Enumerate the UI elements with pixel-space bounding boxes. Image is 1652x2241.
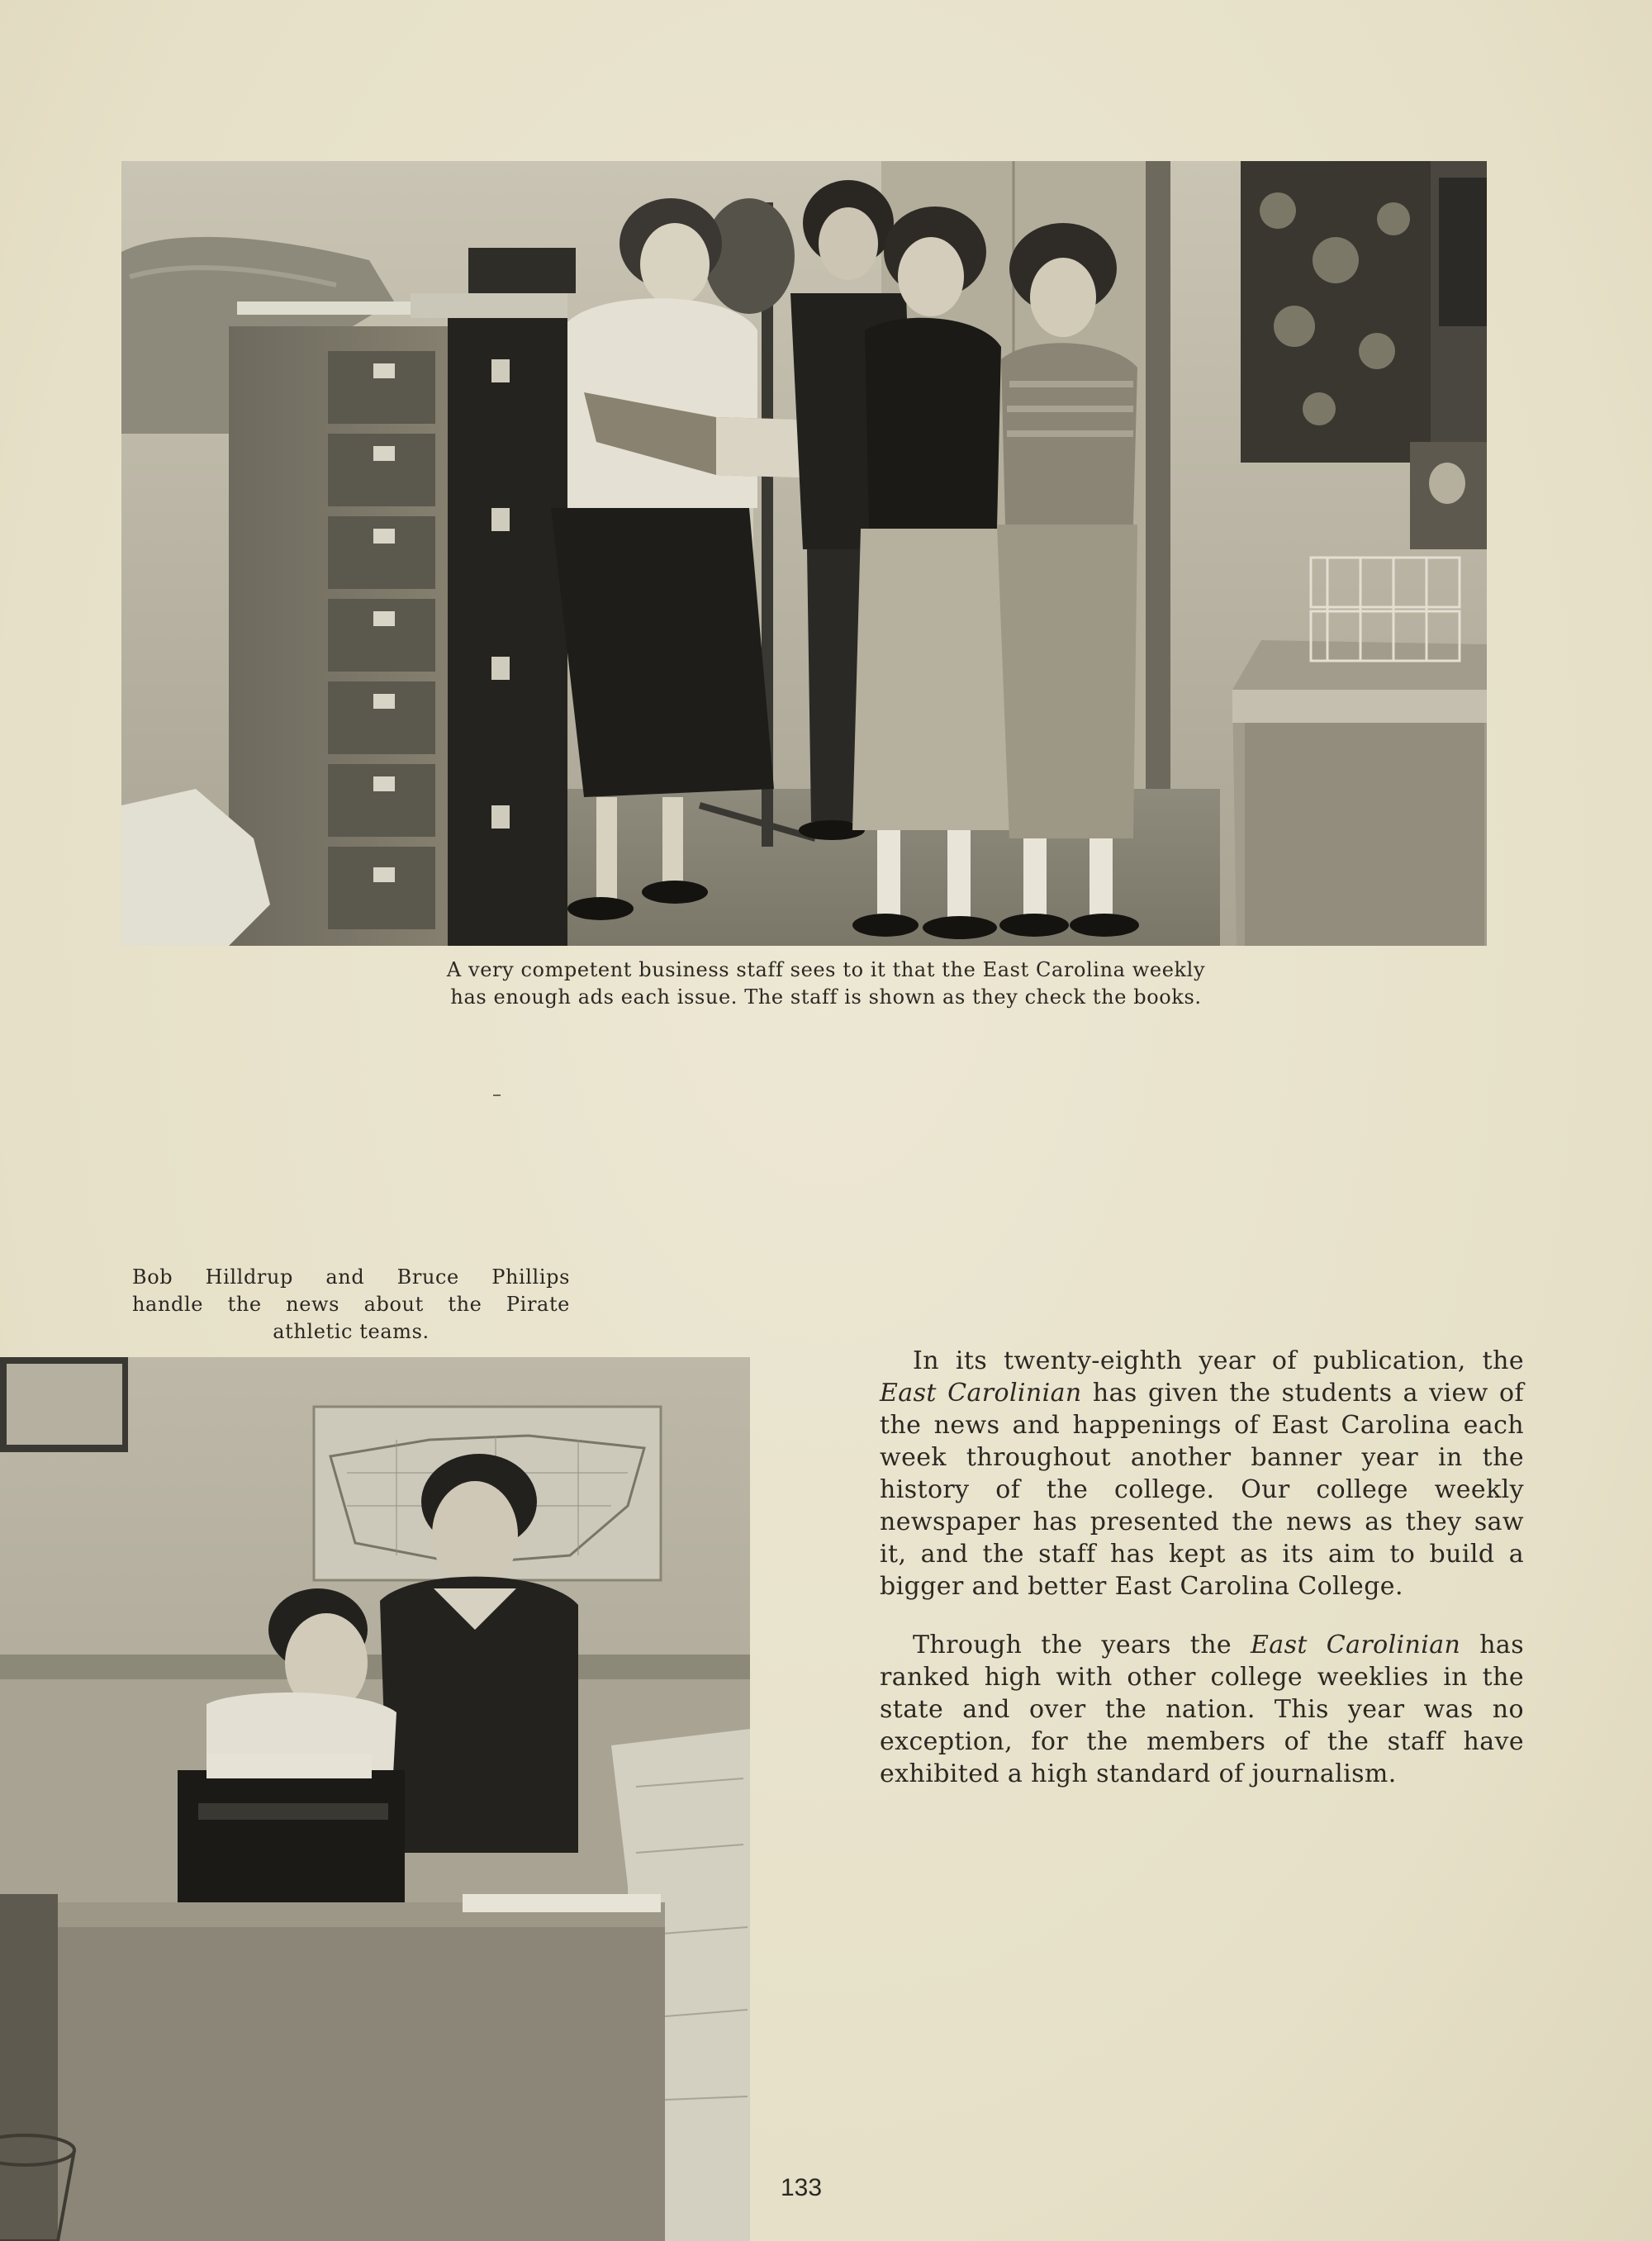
paragraph-2-rest: has ranked high with other college weeklies in the state and over the nation. This year was no exception, for the members of the staff have exhibited a high standard of journalism. — [880, 1631, 1524, 1788]
top-caption-line-2: has enough ads each issue. The staff is shown as they check the books. — [450, 985, 1202, 1009]
article-paragraph-2 — [880, 1629, 1524, 1790]
bottom-caption-line-2: handle the news about the Pirate — [132, 1293, 570, 1316]
paragraph-1-prefix: In its twenty-eighth year of publication, the — [913, 1346, 1524, 1375]
business-staff-photo — [121, 161, 1487, 946]
sports-writers-photo — [0, 1357, 750, 2241]
newspaper-title-emphasis: East Carolinian — [880, 1379, 1082, 1408]
top-photo-caption — [314, 957, 1338, 1011]
bottom-photo-caption — [132, 1264, 570, 1346]
article-body — [880, 1345, 1524, 1816]
paragraph-2-prefix: Through the years the — [913, 1631, 1232, 1659]
newspaper-title-emphasis: East Carolinian — [1250, 1631, 1461, 1659]
stray-print-mark — [493, 1094, 501, 1096]
paragraph-1-rest: has given the students a view of the news and happenings of East Carolina each week throughout another banner year in the history of the college. Our college weekly newspaper has presented the news as they saw it, and the staff has kept as its aim to build a bigger and better East Carolina College. — [880, 1379, 1524, 1601]
top-caption-line-1: A very competent business staff sees to it that the East Carolina weekly — [446, 958, 1206, 981]
article-paragraph-1 — [880, 1345, 1524, 1602]
bottom-caption-line-1: Bob Hilldrup and Bruce Phillips — [132, 1265, 570, 1289]
bottom-caption-line-3: athletic teams. — [273, 1320, 430, 1343]
page-number: 133 — [780, 2174, 823, 2201]
